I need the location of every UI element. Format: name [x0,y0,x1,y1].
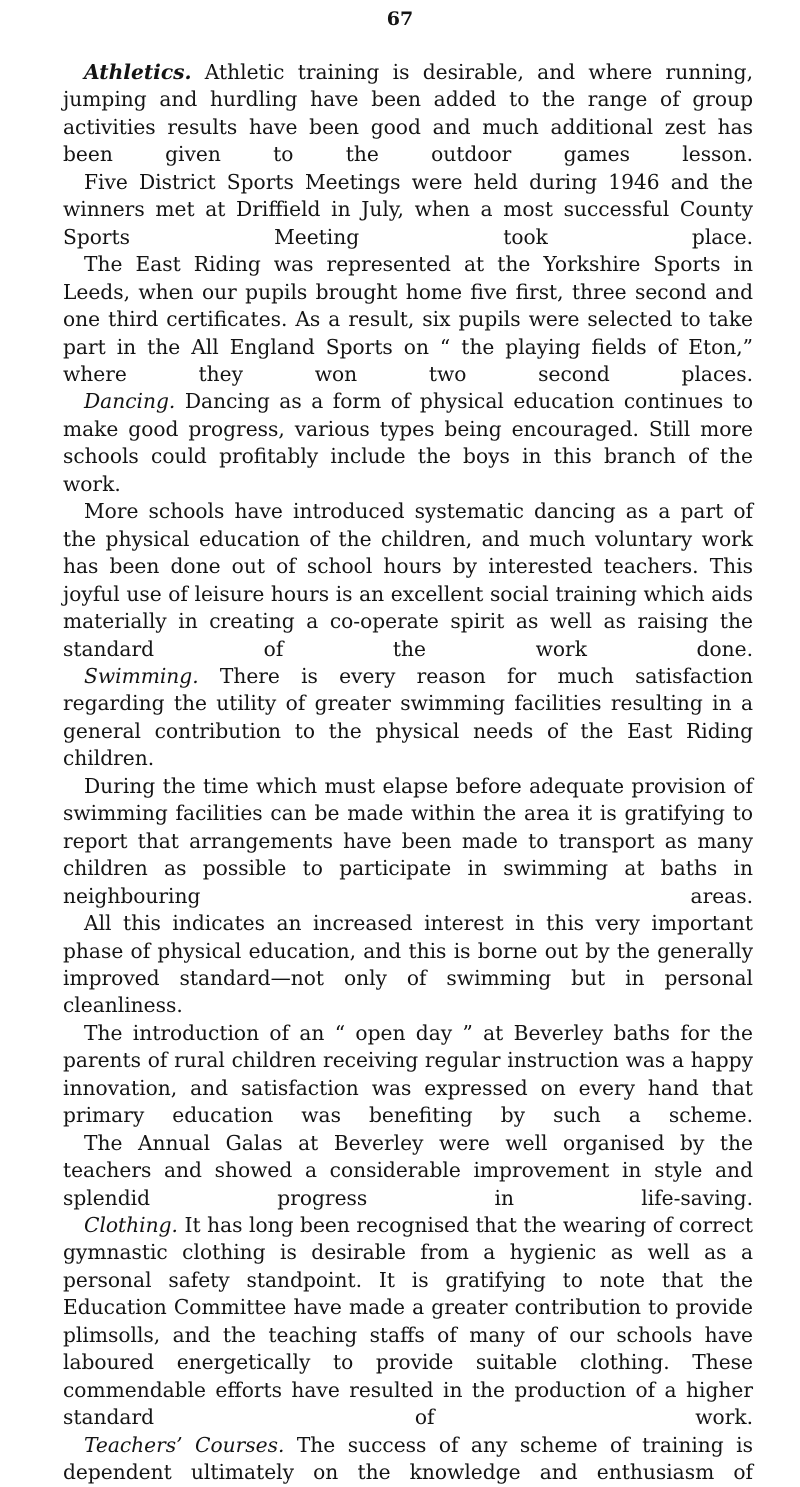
paragraph-systematic-dancing [63,498,753,663]
page-number: 67 [386,8,414,30]
paragraph-text: Athletic training is desirable, and where running, jumping and hurdling have been added to the range of group activities results have been good and much additional zest has been given to the outdoor games lesson. [63,60,753,167]
paragraph-text: All this indicates an increased interest in this very important phase of physical education, and this is borne out by the generally improved standard—not only of swimming but in personal cleanliness. [63,911,753,1018]
paragraph-yorkshire-sports [63,251,753,388]
paragraph-text: The introduction of an “ open day ” at Beverley baths for the parents of rural children receiving regular instruction was a happy innovation, and satisfaction was expressed on every hand that primary education was benefiting by such a scheme. [63,1020,753,1128]
paragraph-interest [63,910,753,1020]
paragraph-text: The East Riding was represented at the Yorkshire Sports in Leeds, when our pupils brought home five first, three second and one third certificates. As a result, six pupils were selected to take part in the All England Sports on “ the playing fields of Eton,” where they won two second places. [63,252,753,386]
paragraph-text: It has long been recognised that the wearing of correct gymnastic clothing is desirable from a hygienic as well as a personal safety standpoint. It is gratifying to note that the Education Committee have made a greater contribution to provide plimsolls, and the teaching staffs of many of our schools have laboured energetically to provide suitable clothing. These commendable efforts have resulted in the production of a higher standard of work. [63,1213,753,1430]
section-heading-dancing: Dancing. [84,389,176,414]
paragraph-teachers-courses [63,1432,753,1487]
paragraph-galas [63,1130,753,1212]
section-heading-swimming: Swimming. [84,663,199,688]
paragraph-text: More schools have introduced systematic dancing as a part of the physical education of the children, and much voluntary work has been done out of school hours by interested teachers. This joyful use of leisure hours is an excellent social training which aids materially in creating a co-operate spirit as well as raising the standard of the work done. [63,499,753,661]
paragraph-text: Dancing as a form of physical education continues to make good progress, various types being encouraged. Still more schools could profitably include the boys in this branch of the work. [63,389,753,496]
paragraph-open-day [63,1020,753,1130]
paragraph-text: The Annual Galas at Beverley were well organised by the teachers and showed a considerable improvement in style and splendid progress in life-saving. [63,1130,753,1210]
section-heading-athletics: Athletics. [84,60,192,84]
paragraph-dancing [63,388,753,498]
paragraph-swimming [63,663,753,773]
paragraph-text: During the time which must elapse before adequate provision of swimming facilities can be made within the area it is gratifying to report that arrangements have been made to transport as many children as possible to participate in swimming at baths in neighbouring areas. [63,773,753,908]
paragraph-text: There is every reason for much satisfaction regarding the utility of greater swimming facilities resulting in a general contribution to the physical needs of the East Riding children. [63,663,753,771]
paragraph-swimming-provision [63,773,753,910]
paragraph-text: Five District Sports Meetings were held during 1946 and the winners met at Driffield in July, when a most successful County Sports Meeting took place. [63,169,753,249]
section-heading-clothing: Clothing. [84,1213,178,1238]
body-text [63,59,753,1487]
section-heading-teachers-courses: Teachers’ Courses. [84,1432,285,1457]
paragraph-text: The success of any scheme of training is dependent ultimately on the knowledge and enthusiasm of [63,1432,753,1485]
paragraph-district-sports [63,169,753,251]
paragraph-athletics [63,59,753,169]
paragraph-clothing [63,1212,753,1432]
